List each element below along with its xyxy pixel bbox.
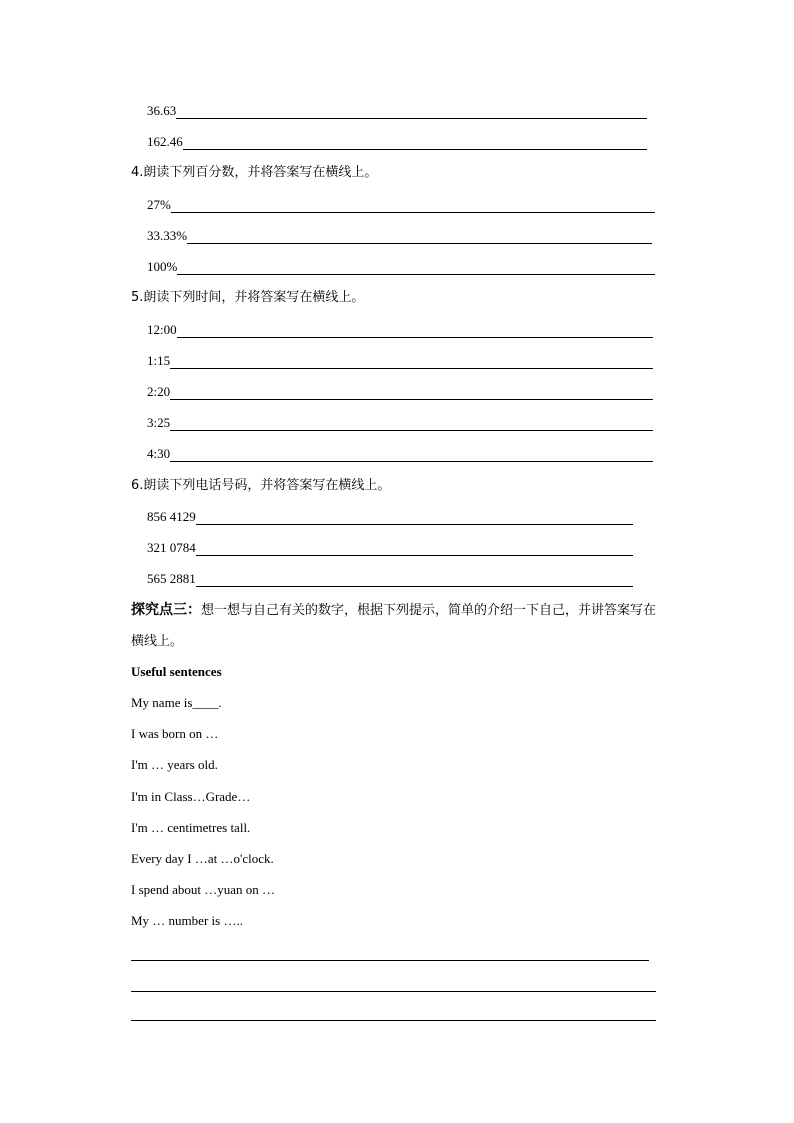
question-4-title: 4.朗读下列百分数，并将答案写在横线上。 xyxy=(131,165,378,180)
item-label: 100% xyxy=(147,259,178,274)
item-label: 3:25 xyxy=(147,415,171,430)
answer-line[interactable] xyxy=(177,324,653,338)
sentence: My name is____. xyxy=(131,695,222,710)
item-label: 27% xyxy=(147,197,171,212)
explore-heading-text: 想一想与自己有关的数字，根据下列提示，简单的介绍一下自己，并讲答案写在横线上。 xyxy=(131,603,657,649)
useful-sentences-title: Useful sentences xyxy=(131,664,222,679)
writing-line[interactable] xyxy=(131,960,649,961)
answer-line[interactable] xyxy=(170,448,653,462)
answer-row-phone-1 xyxy=(147,509,633,525)
sentence: I'm in Class…Grade… xyxy=(131,789,251,804)
explore-heading xyxy=(131,595,666,657)
answer-row-27pct xyxy=(147,197,655,213)
answer-row-36-63 xyxy=(147,103,647,119)
item-label: 565 2881 xyxy=(147,571,196,586)
answer-row-430 xyxy=(147,446,653,462)
item-label: 321 0784 xyxy=(147,540,196,555)
answer-row-phone-3 xyxy=(147,571,633,587)
item-label: 162.46 xyxy=(147,134,183,149)
item-label: 4:30 xyxy=(147,446,171,461)
sentence: My … number is ….. xyxy=(131,913,243,928)
sentence: Every day I …at …o'clock. xyxy=(131,851,274,866)
explore-heading-strong: 探究点三： xyxy=(131,602,201,618)
answer-line[interactable] xyxy=(171,199,655,213)
answer-line[interactable] xyxy=(196,511,633,525)
answer-line[interactable] xyxy=(196,573,633,587)
answer-line[interactable] xyxy=(176,105,647,119)
answer-line[interactable] xyxy=(187,230,652,244)
answer-row-162-46 xyxy=(147,134,647,150)
answer-row-1200 xyxy=(147,322,653,338)
answer-line[interactable] xyxy=(196,542,633,556)
item-label: 12:00 xyxy=(147,322,177,337)
question-5-title: 5.朗读下列时间，并将答案写在横线上。 xyxy=(131,290,365,305)
answer-line[interactable] xyxy=(177,261,655,275)
sentence: I spend about …yuan on … xyxy=(131,882,276,897)
answer-row-33pct xyxy=(147,228,652,244)
writing-line[interactable] xyxy=(131,991,656,992)
item-label: 2:20 xyxy=(147,384,171,399)
item-label: 33.33% xyxy=(147,228,188,243)
item-label: 36.63 xyxy=(147,103,177,118)
answer-line[interactable] xyxy=(183,136,647,150)
answer-row-115 xyxy=(147,353,653,369)
item-label: 1:15 xyxy=(147,353,171,368)
writing-line[interactable] xyxy=(131,1020,656,1021)
answer-row-100pct xyxy=(147,259,655,275)
question-6-title: 6.朗读下列电话号码，并将答案写在横线上。 xyxy=(131,478,391,493)
answer-line[interactable] xyxy=(170,417,653,431)
sentence: I'm … centimetres tall. xyxy=(131,820,251,835)
answer-line[interactable] xyxy=(170,386,653,400)
answer-row-phone-2 xyxy=(147,540,633,556)
answer-line[interactable] xyxy=(170,355,653,369)
sentence: I was born on … xyxy=(131,726,219,741)
answer-row-325 xyxy=(147,415,653,431)
answer-row-220 xyxy=(147,384,653,400)
item-label: 856 4129 xyxy=(147,509,196,524)
sentence: I'm … years old. xyxy=(131,757,218,772)
